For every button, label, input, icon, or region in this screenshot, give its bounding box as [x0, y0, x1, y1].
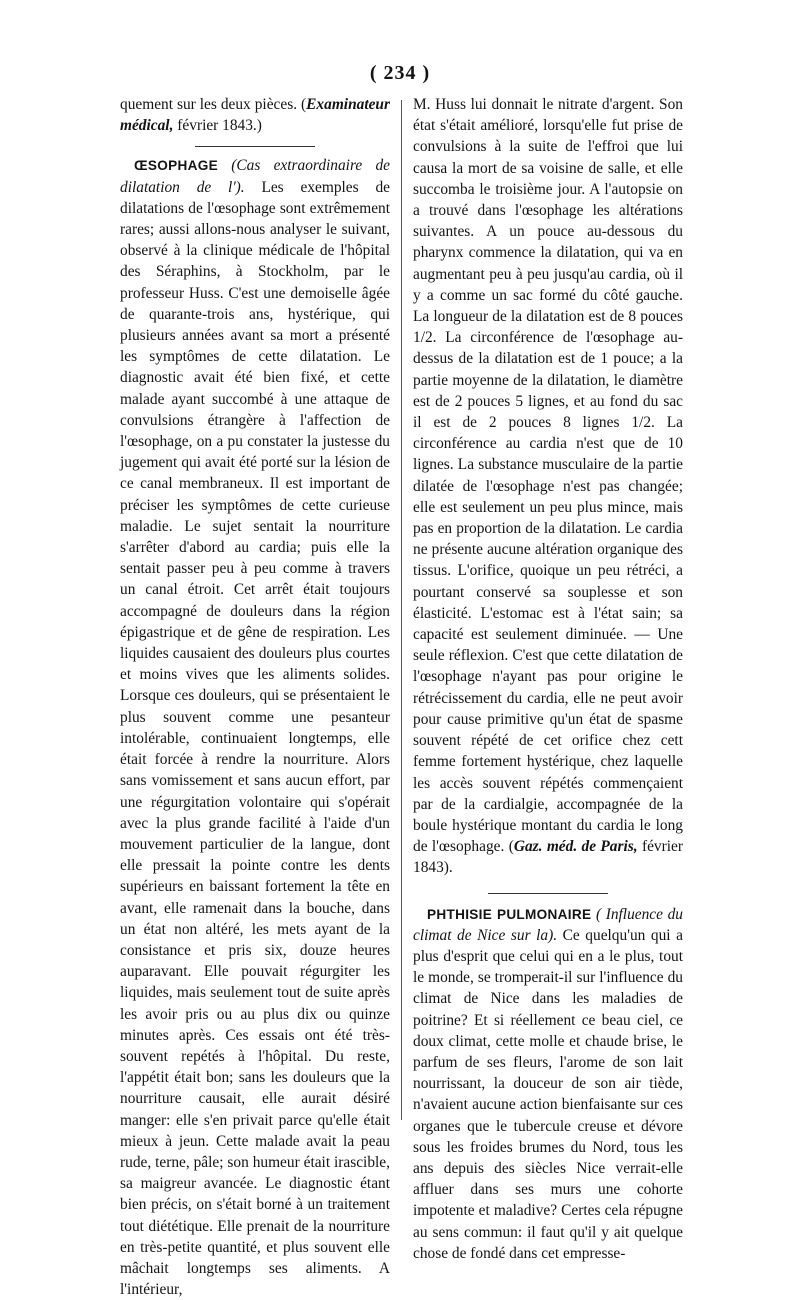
section-divider — [195, 146, 315, 147]
source-journal: Examinateur médical, — [120, 96, 390, 135]
continuation-paragraph — [120, 94, 390, 136]
continuation-text: quement sur les deux pièces. — [120, 96, 298, 113]
article-heading: ŒSOPHAGE — [134, 158, 218, 174]
continuation-paragraph — [413, 94, 683, 879]
left-column — [120, 94, 390, 1300]
source-open-paren: ( — [301, 96, 307, 113]
article-heading: PHTHISIE PULMONAIRE — [427, 906, 592, 922]
article-subheading: (Cas extraordinaire de dilatation de l'). — [120, 157, 390, 196]
source-journal: Gaz. méd. de Paris, — [513, 838, 638, 856]
section-divider — [488, 893, 608, 894]
column-rule — [401, 100, 402, 1120]
article-subheading: ( Influence du climat de Nice sur la). — [413, 905, 683, 944]
article-phthisie — [413, 904, 683, 1264]
source-open-paren: ( — [508, 838, 514, 856]
article-body: Ce quelqu'un qui a plus d'esprit que celui qui en a le plus, tout le monde, se tromperait-il sur l'influence du climat de Nice dans les maladies de poitrine? Et si réellement ce beau ciel, ce doux climat, cette molle et chaude brise, le parfum de ses fleurs, l'arome de son lait nourrissant, la douceur de son air tiède, n'avaient aucune action bienfaisante sur ces organes que le tubercule creuse et dévore sous les froides brumes du Nord, tous les ans depuis des siècles Nice verrait-elle affluer dans ses murs une cohorte impotente et maladive? Certes cela répugne au sens commun: il faut qu'il y ait quelque chose de fondé dans cet empresse- — [413, 926, 683, 1262]
source-date: février 1843). — [413, 838, 683, 877]
right-column — [413, 94, 683, 1264]
article-body: Les exemples de dilatations de l'œsophage sont extrêmement rares; aussi allons-nous analyser le suivant, observé à la clinique médicale de l'hôpital des Séraphins, à Stockholm, par le professeur Huss. C'est une demoiselle âgée de quarante-trois ans, hystérique, qui plusieurs années avant sa mort a présenté les symptômes de cette dilatation. Le diagnostic avait été bien fixé, et cette malade ayant succombé à une attaque de convulsions étrangère à l'affection de l'œsophage, on a pu constater la justesse du jugement qui avait été porté sur la lésion de ce canal membraneux. Il est important de préciser les symptômes de cette curieuse maladie. Le sujet sentait la nourriture s'arrêter d'abord au cardia; puis elle la sentait passer peu à peu comme à travers un canal étroit. Cet arrêt était toujours accompagné de douleurs dans la région épigastrique et de gêne de respiration. Les liquides causaient des douleurs plus courtes et moins vives que les aliments solides. Lorsque ces douleurs, qui se présentaient le plus souvent comme une pesanteur intolérable, continuaient longtemps, elle était forcée à rendre la nourriture. Alors sans vomissement et sans aucun effort, par une régurgitation volontaire qui s'opérait avec la plus grande facilité à l'aide d'un mouvement particulier de la langue, dont elle pressait la pointe contre les dents supérieurs en baissant fortement la tête en avant, elle ramenait dans la bouche, dans un état non altéré, les mets ayant de la consistance et pris six, douze heures auparavant. Elle pouvait régurgiter les liquides, mais seulement tout de suite après les avoir pris ou au plus dix ou quinze minutes après. Ces essais ont été très-souvent repétés à l'hôpital. Du reste, l'appétit était bon; sans les douleurs que la nourriture causait, elle aurait désiré manger: elle s'en privait parce qu'elle était mieux à jeun. Cette malade avait la peau rude, terne, pâle; son humeur était irascible, sa maigreur avancée. Le diagnostic étant bien précis, on s'était borné à un traitement tout diététique. Elle prenait de la nourriture en très-petite quantité, et plus souvent elle mâchait longtemps ses aliments. A l'intérieur, — [120, 178, 390, 1299]
article-oesophage — [120, 155, 390, 1300]
page-number: ( 234 ) — [369, 62, 431, 84]
continuation-text: M. Huss lui donnait le nitrate d'argent. Son état s'était amélioré, lorsqu'elle fut prise de convulsions à la suite de l'effroi que lui causa la mort de sa voisine de salle, et elle succomba le troisième jour. A l'autopsie on a trouvé dans l'œsophage les altérations suivantes. A un pouce au-dessous du pharynx commence la dilatation, qui va en augmentant peu à peu jusqu'au cardia, où il y a comme un sac formé du côté gauche. La longueur de la dilatation est de 8 pouces 1/2. La circonférence de l'œsophage au-dessus de la dilatation est de 1 pouce; a la partie moyenne de la dilatation, le diamètre est de 2 pouces 5 lignes, et au fond du sac il est de 2 pouces 8 lignes 1/2. La circonférence au cardia n'est que de 10 lignes. La substance musculaire de la partie dilatée de l'œsophage n'est pas changée; elle est seulement un peu plus mince, mais pas en proportion de la dilatation. Le cardia ne présente aucune altération organique des tissus. L'orifice, quoique un peu rétréci, a pourtant conservé sa souplesse et son élasticité. L'estomac est à l'état sain; sa capacité est seulement diminuée. — Une seule réflexion. C'est que cette dilatation de l'œsophage n'ayant pas pour origine le rétrécissement du cardia, elle ne peut avoir pour cause primitive qu'un état de spasme souvent répété de cet orifice chez cett femme fortement hystérique, chez laquelle les accès souvent répétés commençaient par de la cardialgie, accompagnée de la boule hystérique montant du cardia le long de l'œsophage. — [413, 96, 683, 856]
source-date: février 1843.) — [177, 117, 262, 135]
